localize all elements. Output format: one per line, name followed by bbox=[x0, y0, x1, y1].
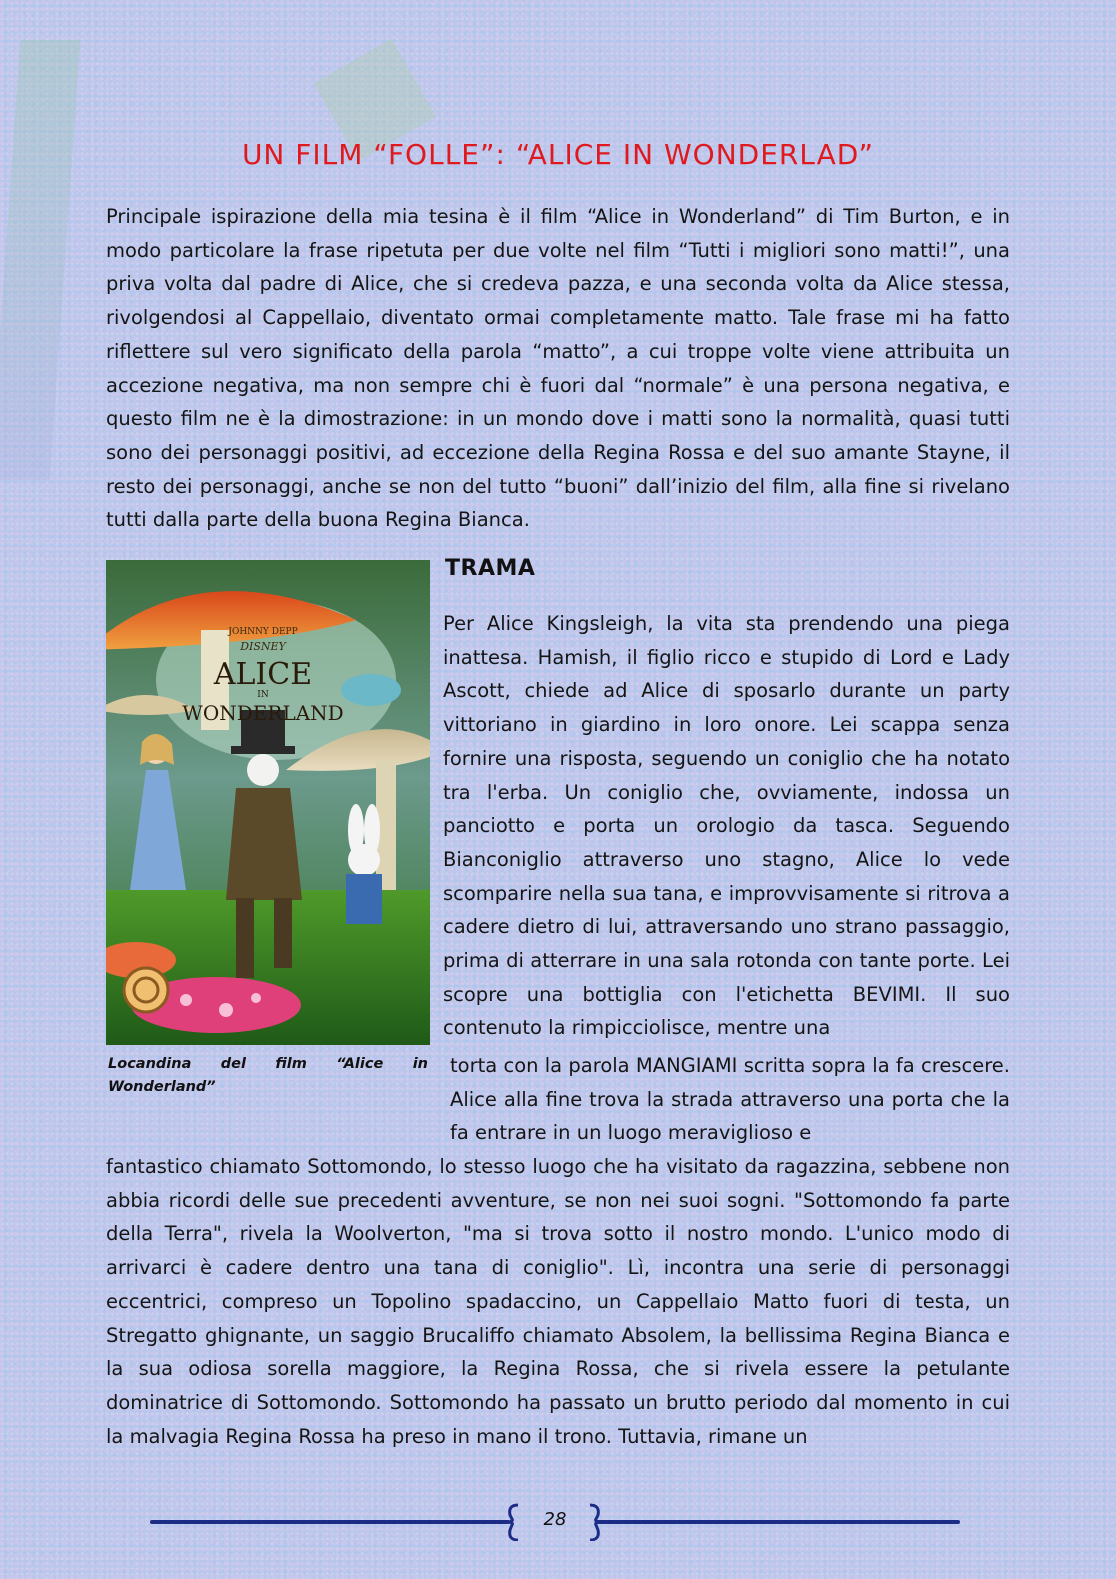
movie-poster bbox=[106, 560, 430, 1045]
poster-studio: DISNEY bbox=[240, 640, 286, 653]
poster-illustration bbox=[106, 560, 430, 1045]
poster-title-alice: ALICE bbox=[213, 657, 313, 692]
page-footer bbox=[150, 1503, 960, 1541]
intro-paragraph: Principale ispirazione della mia tesina è il film “Alice in Wonderland” di Tim Burton, e in modo particolare la frase ripetuta per due volte nel film “Tutti i migliori sono matti!”, una priva volta dal padre di Alice, che si credeva pazza, e una seconda volta da Alice stessa, rivolgendosi al Cappellaio, diventato ormai completamente matto. Tale frase mi ha fatto riflettere sul vero significato della parola “matto”, a cui troppe volte viene attribuita un accezione negativa, ma non sempre chi è fuori dal “normale” è una persona negativa, e questo film ne è la dimostrazione: in un mondo dove i matti sono la normalità, quasi tutti sono dei personaggi positivi, ad eccezione della Regina Rossa e del suo amante Stayne, il resto dei personaggi, anche se non del tutto “buoni” dall’inizio del film, alla fine si rivelano tutti dalla parte della buona Regina Bianca. bbox=[106, 205, 1010, 532]
page-title: UN FILM “FOLLE”: “ALICE IN WONDERLAD” bbox=[241, 138, 875, 171]
poster-actor: JOHNNY DEPP bbox=[228, 627, 298, 637]
page-number: 28 bbox=[543, 1509, 567, 1530]
trama-paragraph-right: Per Alice Kingsleigh, la vita sta prendendo una piega inattesa. Hamish, il figlio ricco e stupido di Lord e Lady Ascott, chiede ad Alice di sposarlo durante un party vittoriano in giardino in loro onore. Lei scappa senza fornire una risposta, seguendo un coniglio che ha notato tra l'erba. Un coniglio che, ovviamente, indossa un panciotto e porta un orologio da tasca. Seguendo Bianconiglio attraverso uno stagno, Alice lo vede scomparire nella sua tana, e improvvisamente si ritrova a cadere dietro di lui, attraversando uno strano passaggio, prima di atterrare in una sala rotonda con tante porte. Lei scopre una bottiglia con l'etichetta BEVIMI. Il suo contenuto la rimpicciolisce, mentre una bbox=[443, 612, 1010, 1040]
section-heading-trama: TRAMA bbox=[445, 556, 536, 581]
poster-title-in: IN bbox=[257, 690, 269, 700]
poster-caption: Locandina del film “Alice in Wonderland” bbox=[108, 1056, 428, 1095]
trama-paragraph-right-lower: torta con la parola MANGIAMI scritta sopra la fa crescere. Alice alla fine trova la strada attraverso una porta che la fa entrare in un luogo meraviglioso e bbox=[450, 1054, 1010, 1145]
trama-paragraph-full: fantastico chiamato Sottomondo, lo stesso luogo che ha visitato da ragazzina, sebbene non abbia ricordi delle sue precedenti avventure, se non nei suoi sogni. "Sottomondo fa parte della Terra", rivela la Woolverton, "ma si trova sotto il nostro mondo. L'unico modo di arrivarci è cadere dentro una tana di coniglio". Lì, incontra una serie di personaggi eccentrici, compreso un Topolino spadaccino, un Cappellaio Matto fuori di testa, un Stregatto ghignante, un saggio Brucaliffo chiamato Absolem, la bellissima Regina Bianca e la sua odiosa sorella maggiore, la Regina Rossa, che si rivela essere la petulante dominatrice di Sottomondo. Sottomondo ha passato un brutto periodo dal momento in cui la malvagia Regina Rossa ha preso in mano il trono. Tuttavia, rimane un bbox=[106, 1155, 1010, 1448]
poster-title-wonderland: WONDERLAND bbox=[182, 701, 344, 725]
background-watermark bbox=[0, 40, 80, 480]
